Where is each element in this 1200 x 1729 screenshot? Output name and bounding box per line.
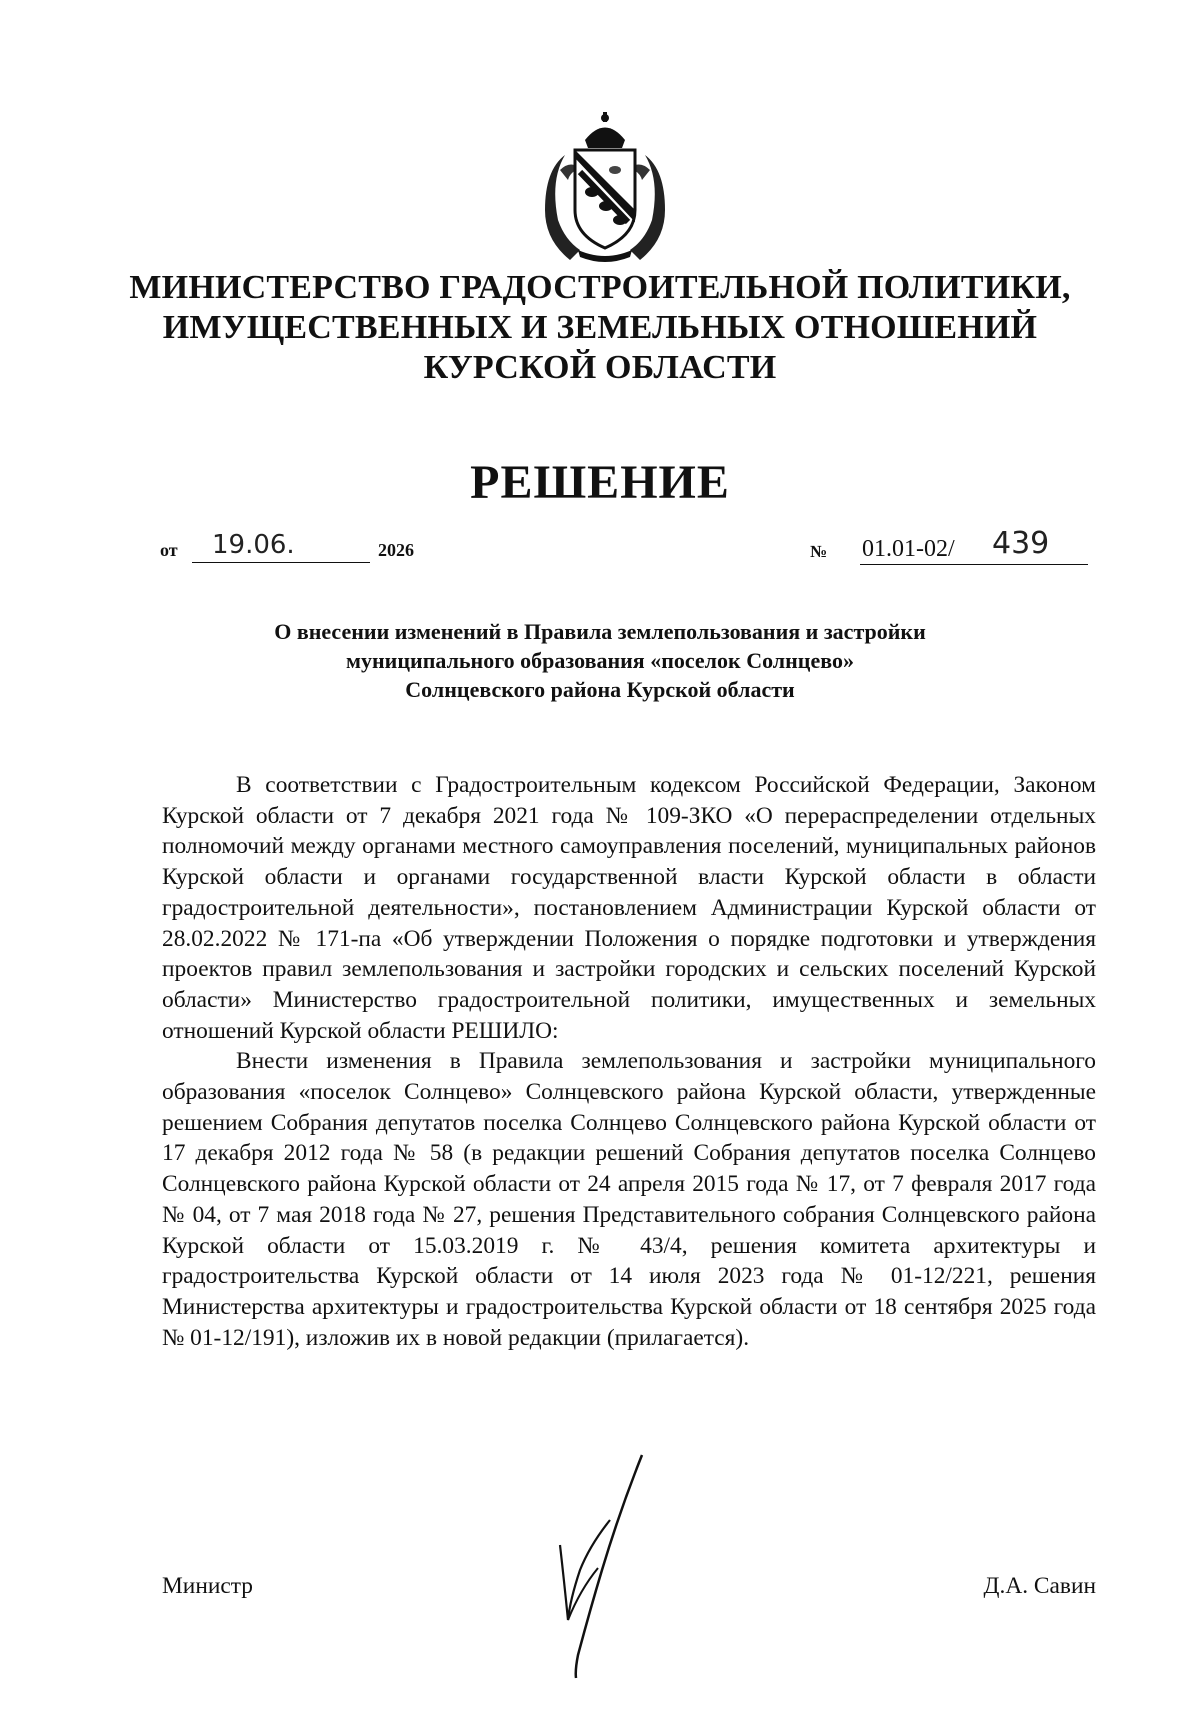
date-handwritten: 19.06. [212,530,295,560]
org-name-line-2: ИМУЩЕСТВЕННЫХ И ЗЕМЕЛЬНЫХ ОТНОШЕНИЙ [162,309,1038,346]
body-paragraph-2: Внести изменения в Правила землепользования и застройки муниципального образования «поселок Солнцево» Солнцевского района Курской области, утвержденные решением Собрания депутатов поселка Солнцево Солнцевского района Курской области от 17 декабря 2012 года № 58 (в редакции решений Собрания депутатов поселка Солнцево Солнцевского района Курской области от 24 апреля 2015 года № 17, от 7 февраля 2017 года № 04, от 7 мая 2018 года № 27, решения Представительного собрания Солнцевского района Курской области от 15.03.2019 г. № 43/4, решения комитета архитектуры и градостроительства Курской области от 14 июля 2023 года № 01-12/221, решения Министерства архитектуры и градостроительства Курской области от 18 сентября 2025 года № 01-12/191), изложив их в новой редакции (прилагается). [162,1048,1096,1351]
org-name-line-1: МИНИСТЕРСТВО ГРАДОСТРОИТЕЛЬНОЙ ПОЛИТИКИ, [129,269,1071,306]
org-name-line-3: КУРСКОЙ ОБЛАСТИ [423,349,777,386]
body-paragraph-1: В соответствии с Градостроительным кодексом Российской Федерации, Законом Курской области от 7 декабря 2021 года № 109-ЗКО «О перераспределении отдельных полномочий между органами местного самоуправления поселений, муниципальных районов Курской области и органами государственной власти Курской области в области градостроительной деятельности», постановлением Администрации Курской области от 28.02.2022 № 171-па «Об утверждении Положения о порядке подготовки и утверждения проектов правил землепользования и застройки городских и сельских поселений Курской области» Министерство градостроительной политики, имущественных и земельных отношений Курской области РЕШИЛО: [162,772,1096,1044]
date-prefix: от [160,540,178,560]
organization-name [100,268,1100,388]
subject-line-1: О внесении изменений в Правила землепользования и застройки [274,619,926,644]
number-prefix: № [810,542,828,561]
document-subject [150,617,1050,704]
kursk-coat-of-arms-icon [540,110,670,265]
signatory-position: Министр [162,1573,253,1599]
signatory-name: Д.А. Савин [983,1573,1096,1599]
handwritten-signature-icon [550,1450,660,1680]
subject-line-3: Солнцевского района Курской области [405,677,795,702]
number-underline [860,564,1088,565]
number-printed: 01.01-02/ [862,536,955,562]
document-type-title: РЕШЕНИЕ [470,456,730,509]
date-year: 2026 [378,540,414,560]
number-handwritten: 439 [992,526,1050,561]
subject-line-2: муниципального образования «поселок Солнцево» [346,648,854,673]
document-body [162,770,1096,1353]
date-underline [192,562,370,563]
